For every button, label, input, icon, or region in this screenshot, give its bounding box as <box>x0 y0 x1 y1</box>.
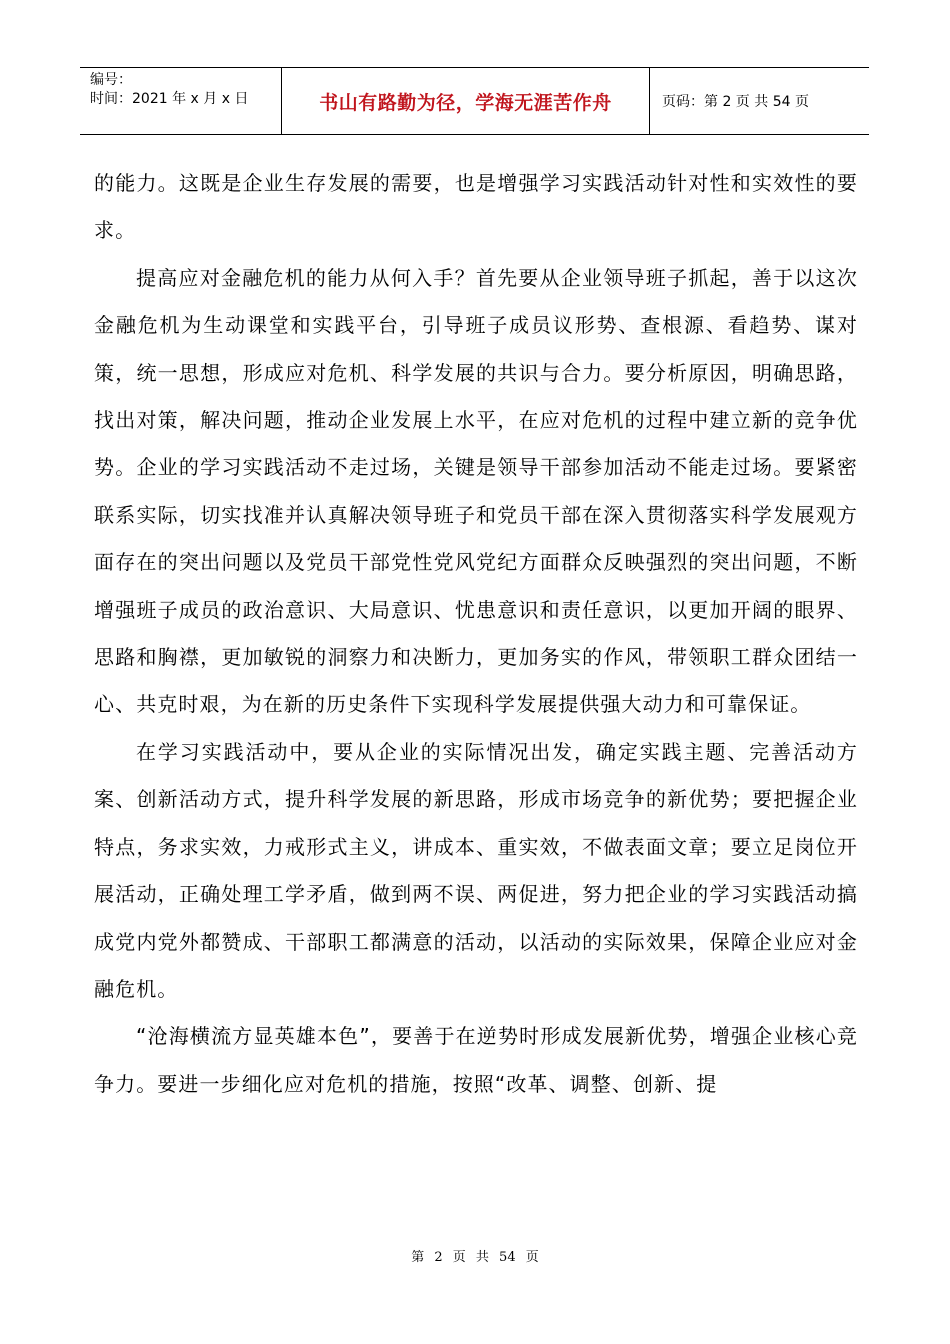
document-body <box>94 160 858 1108</box>
header-motto: 书山有路勤为径，学海无涯苦作舟 <box>319 91 612 114</box>
document-number-label: 编号： <box>90 72 132 88</box>
document-time-label: 时间：2021 年 x 月 x 日 <box>90 91 249 107</box>
paragraph: 提高应对金融危机的能力从何入手？首先要从企业领导班子抓起，善于以这次金融危机为生动课堂和实践平台，引导班子成员议形势、查根源、看趋势、谋对策，统一思想，形成应对危机、科学发展的共识与合力。要分析原因，明确思路，找出对策，解决问题，推动企业发展上水平，在应对危机的过程中建立新的竞争优势。企业的学习实践活动不走过场，关键是领导干部参加活动不能走过场。要紧密联系实际，切实找准并认真解决领导班子和党员干部在深入贯彻落实科学发展观方面存在的突出问题以及党员干部党性党风党纪方面群众反映强烈的突出问题，不断增强班子成员的政治意识、大局意识、忧患意识和责任意识，以更加开阔的眼界、思路和胸襟，更加敏锐的洞察力和决断力，更加务实的作风，带领职工群众团结一心、共克时艰，为在新的历史条件下实现科学发展提供强大动力和可靠保证。 <box>94 265 858 717</box>
document-header <box>80 67 869 135</box>
header-meta-cell <box>80 68 282 134</box>
footer-page-number: 第 2 页 共 54 页 <box>411 1250 539 1265</box>
paragraph-continuation: 的能力。这既是企业生存发展的需要，也是增强学习实践活动针对性和实效性的要求。 <box>94 171 858 243</box>
header-motto-cell <box>282 68 650 134</box>
paragraph: “沧海横流方显英雄本色”，要善于在逆势时形成发展新优势，增强企业核心竞争力。要进一步细化应对危机的措施，按照“改革、调整、创新、提 <box>94 1024 858 1096</box>
header-page-cell <box>650 68 869 134</box>
header-page-info: 页码：第 2 页 共 54 页 <box>662 94 809 110</box>
page-footer <box>0 1246 950 1265</box>
paragraph: 在学习实践活动中，要从企业的实际情况出发，确定实践主题、完善活动方案、创新活动方式，提升科学发展的新思路，形成市场竞争的新优势；要把握企业特点，务求实效，力戒形式主义，讲成本、重实效，不做表面文章；要立足岗位开展活动，正确处理工学矛盾，做到两不误、两促进，努力把企业的学习实践活动搞成党内党外都赞成、干部职工都满意的活动，以活动的实际效果，保障企业应对金融危机。 <box>94 739 858 1001</box>
